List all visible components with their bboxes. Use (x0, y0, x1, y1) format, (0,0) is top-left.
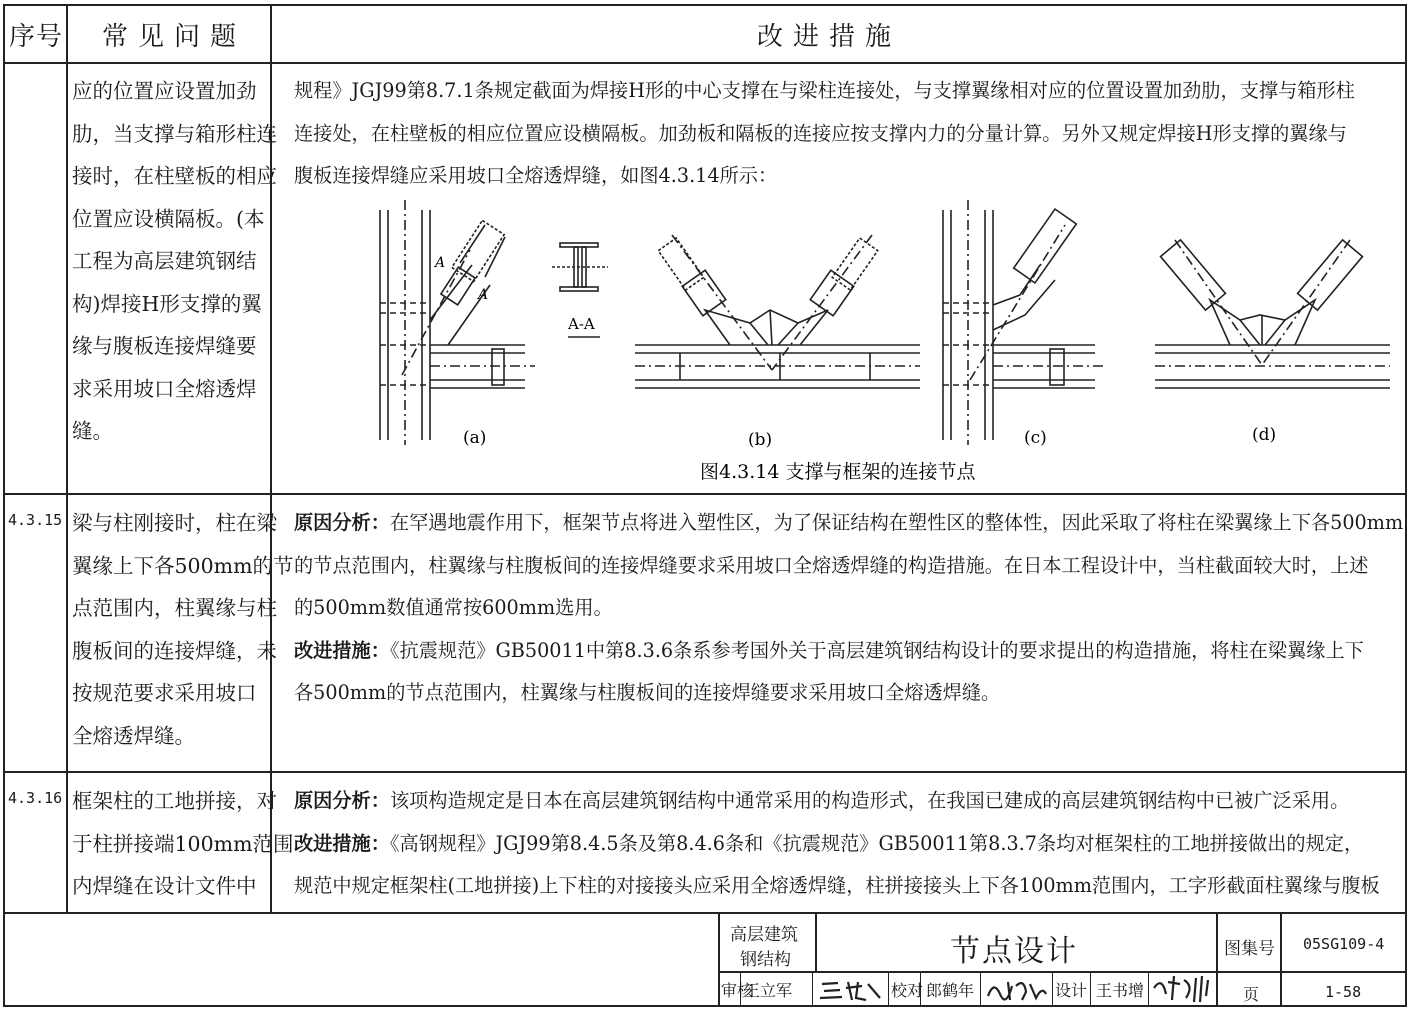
row-1-no: 4.3.15 (8, 511, 63, 529)
atlas-label: 图集号 (1224, 939, 1275, 959)
reviewer-name: 王立军 (744, 981, 793, 1000)
check-label: 校对 (891, 981, 924, 1000)
category-line1: 高层建筑 (730, 925, 798, 945)
fig-label-d: (d) (1252, 425, 1277, 445)
header-problem: 常见问题 (102, 22, 247, 52)
row-2-analysis: 原因分析：该项构造规定是日本在高层建筑钢结构中通常采用的构造形式，在我国已建成的高层建筑钢结构中已被广泛采用。 改进措施：《高钢规程》JGJ99第8.4.5条及第8.4.6条和《抗震规范》GB50011第8.3.7条均对框架柱的工地拼接做出的规定， 规范中规定框架柱(工地拼接)上下柱的对接接头应采用全熔透焊缝，柱拼接接头上下各100mm范围内，工字形截面柱翼缘与腹板 (294, 789, 1380, 897)
designer-signature (1150, 972, 1216, 1006)
connection-figure (360, 195, 1400, 490)
reviewer-signature (818, 976, 884, 1004)
checker-name: 郎鹤年 (926, 981, 975, 1000)
checker-signature (984, 976, 1050, 1004)
header-no: 序号 (9, 22, 64, 52)
cut-mark-1: A (435, 255, 446, 271)
header-measure: 改进措施 (757, 22, 902, 52)
page-number: 1-58 (1325, 983, 1362, 1001)
row-0-measure: 规程》JGJ99第8.7.1条规定截面为焊接H形的中心支撑在与梁柱连接处，与支撑翼缘相对应的位置设置加劲肋，支撑与箱形柱 连接处，在柱壁板的相应位置应设横隔板。加劲板和隔板的连接应按支撑内力的分量计算。另外又规定焊接H形支撑的翼缘与 腹板连接焊缝应采用坡口全熔透焊缝，如图4.3.14所示： (294, 79, 1355, 187)
atlas-number: 05SG109-4 (1303, 935, 1385, 953)
fig-label-b: (b) (748, 430, 773, 450)
category-line2: 钢结构 (740, 950, 791, 970)
designer-name: 王书增 (1096, 981, 1145, 1000)
figure-a (380, 200, 535, 445)
row-1-analysis: 原因分析：在罕遇地震作用下，框架节点将进入塑性区，为了保证结构在塑性区的整体性，因此采取了将柱在梁翼缘上下各500mm 的节点范围内，柱翼缘与柱腹板间的连接焊缝要求采用坡口全熔透焊缝的构造措施。在日本工程设计中，当柱截面较大时，上述 的500mm数值通常按600mm选用。 改进措施：《抗震规范》GB50011中第8.3.6条系参考国外关于高层建筑钢结构设计的要求提出的构造措施，将柱在梁翼缘上下 各500mm的节点范围内，柱翼缘与柱腹板间的连接焊缝要求采用坡口全熔透焊缝。 (294, 511, 1404, 704)
row-0-problem: 应的位置应设置加劲 肋，当支撑与箱形柱连 接时，在柱壁板的相应 位置应设横隔板。(本 工程为高层建筑钢结 构)焊接H形支撑的翼 缘与腹板连接焊缝要 求采用坡口全熔透焊 缝。 (72, 79, 277, 443)
design-label: 设计 (1055, 981, 1088, 1000)
row-1-problem: 梁与柱刚接时，柱在梁 翼缘上下各500mm的节 点范围内，柱翼缘与柱 腹板间的连接焊缝，未 按规范要求采用坡口 全熔透焊缝。 (72, 511, 294, 748)
fig-label-c: (c) (1024, 428, 1047, 448)
figure-c (943, 200, 1105, 445)
drawing-title: 节点设计 (950, 934, 1078, 969)
figure-b (635, 235, 920, 388)
row-2-no: 4.3.16 (8, 789, 63, 807)
cut-mark-2: A (478, 287, 489, 303)
page-label: 页 (1243, 985, 1260, 1004)
figure-d (1155, 240, 1390, 388)
section-label: A-A (568, 315, 595, 333)
row-2-problem: 框架柱的工地拼接，对 于柱拼接端100mm范围 内焊缝在设计文件中 (72, 789, 294, 898)
figure-caption: 图4.3.14 支撑与框架的连接节点 (700, 461, 976, 483)
review-label: 审核 (721, 981, 754, 1000)
fig-label-a: (a) (463, 428, 487, 448)
